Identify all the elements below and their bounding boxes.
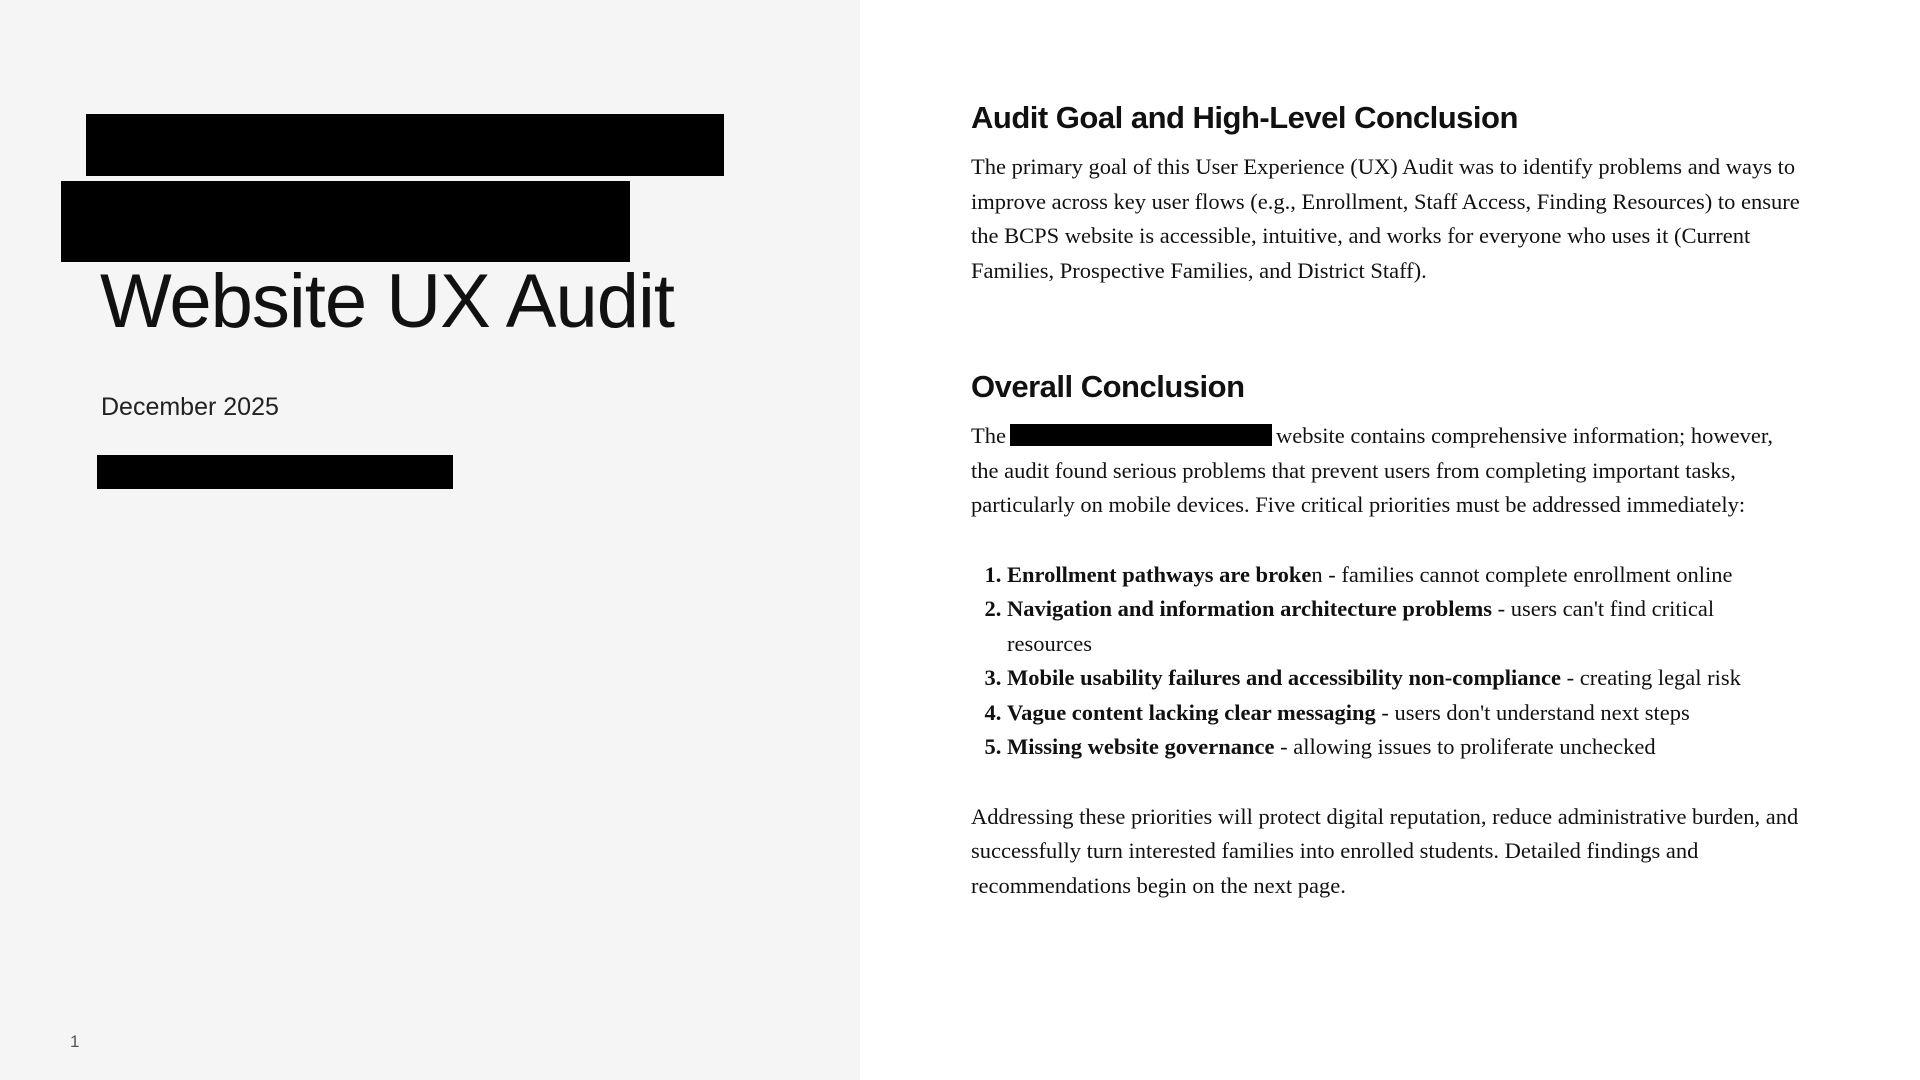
priority-description: - users can't find critical resources — [1007, 596, 1715, 656]
audit-goal-paragraph: The primary goal of this User Experience (UX) Audit was to identify problems and ways to improve across key user flows (e.g., Enrollment, Staff Access, Finding Resources) to ensure the BCPS website is accessible, intuitive, and works for everyone who uses it (Current Families, Prospective Families, and District Staff). — [971, 154, 1800, 283]
priority-item — [1007, 661, 1801, 696]
priority-description: - users don't understand next steps — [1375, 699, 1690, 725]
priority-item — [1007, 730, 1801, 765]
closing-paragraph: Addressing these priorities will protect digital reputation, reduce administrative burden, and successfully turn interested families into enrolled students. Detailed findings and recommendations begin on the next page. — [971, 803, 1799, 898]
priority-description: - allowing issues to proliferate unchecked — [1274, 734, 1656, 759]
priority-title: Enrollment pathways are broke — [1007, 561, 1312, 587]
redacted-organization-name — [1010, 424, 1272, 446]
document-date: December 2025 — [101, 393, 279, 421]
priority-title: Navigation and information architecture problems — [1007, 596, 1492, 621]
intro-text-before: The — [971, 423, 1006, 448]
priority-item — [1007, 592, 1801, 661]
priority-item — [1007, 558, 1801, 593]
priority-description: n - families cannot complete enrollment online — [1311, 561, 1733, 587]
redacted-title-line-1 — [86, 114, 724, 176]
page-number: 1 — [70, 1032, 80, 1051]
overall-conclusion-section — [971, 365, 1801, 903]
document-title: Website UX Audit — [100, 259, 675, 344]
priority-title: Mobile usability failures and accessibility non-compliance — [1007, 665, 1561, 690]
intro-text-after: website contains comprehensive information; however, the audit found serious problems that prevent users from completing important tasks, particularly on mobile devices. Five critical priorities must be addressed immediately: — [971, 423, 1774, 517]
audit-goal-heading: Audit Goal and High-Level Conclusion — [971, 100, 1518, 135]
overall-conclusion-heading: Overall Conclusion — [971, 369, 1245, 404]
redacted-title-line-2 — [61, 181, 630, 262]
priority-description: - creating legal risk — [1561, 665, 1741, 690]
priority-item — [1007, 696, 1801, 731]
conclusion-intro-paragraph — [971, 419, 1801, 523]
content-panel — [971, 96, 1801, 903]
priority-title: Vague content lacking clear messaging — [1007, 699, 1376, 725]
audit-goal-section — [971, 96, 1801, 288]
priority-title: Missing website governance — [1007, 734, 1275, 759]
priority-list — [971, 558, 1801, 765]
cover-panel — [0, 0, 860, 1080]
redacted-author — [97, 455, 453, 489]
